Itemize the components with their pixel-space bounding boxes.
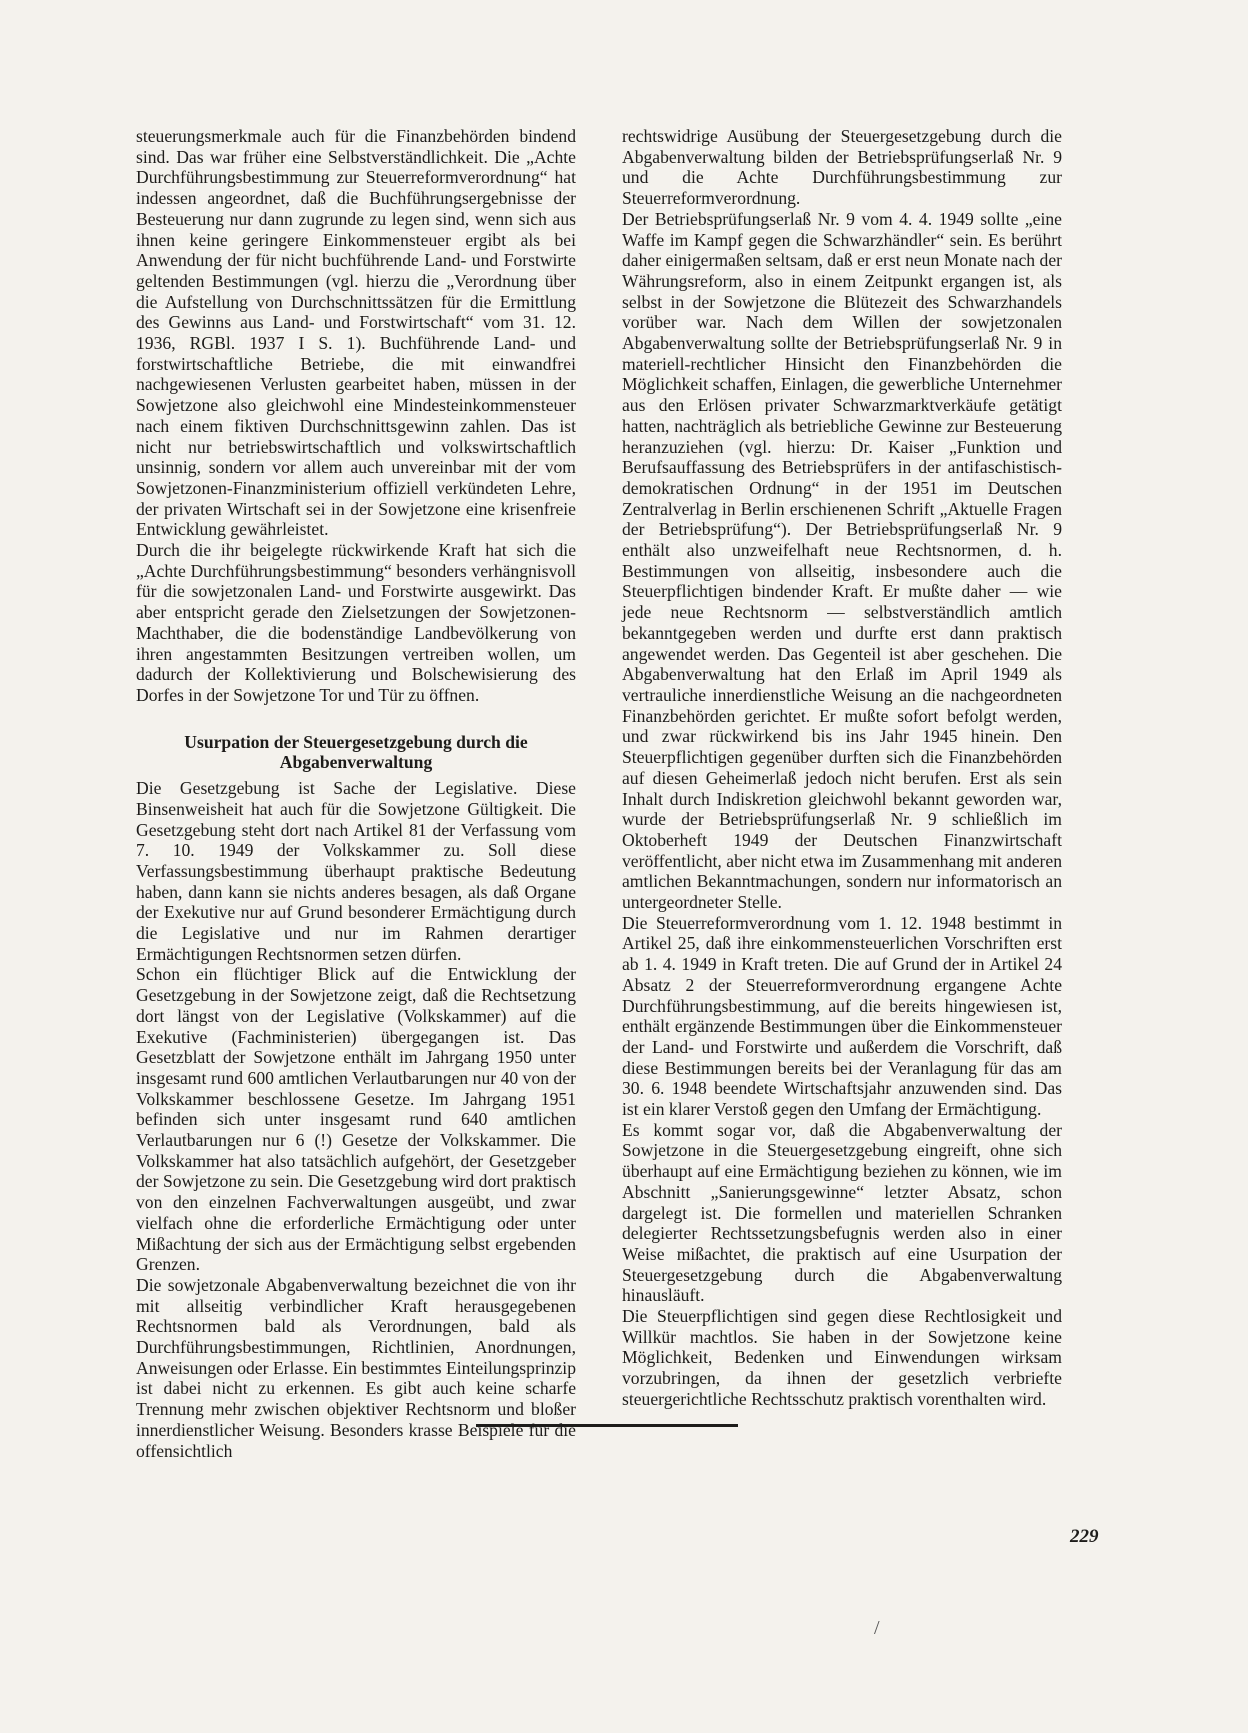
paragraph: Die Steuerpflichtigen sind gegen diese Rechtlosigkeit und Willkür machtlos. Sie haben in der Sowjetzone keine Möglichkeit, Bedenken und Einwendungen wirksam vorzubringen, da ihnen der gesetzlich verbriefte steuergerichtliche Rechtsschutz praktisch vorenthalten wird.	[622, 1306, 1062, 1409]
stray-mark: /	[874, 1617, 880, 1639]
paragraph: Schon ein flüchtiger Blick auf die Entwicklung der Gesetzgebung in der Sowjetzone zeigt, daß die Rechtsetzung dort längst von der Legislative (Volkskammer) auf die Exekutive (Fachministerien) übergegangen ist. Das Gesetzblatt der Sowjetzone enthält im Jahrgang 1950 unter insgesamt rund 600 amtlichen Verlautbarungen nur 40 von der Volkskammer beschlossene Gesetze. Im Jahrgang 1951 befinden sich unter insgesamt rund 640 amtlichen Verlautbarungen nur 6 (!) Gesetze der Volkskammer. Die Volkskammer hat also tatsächlich aufgehört, der Gesetzgeber der Sowjetzone zu sein. Die Gesetzgebung wird dort praktisch von den einzelnen Fachverwaltungen ausgeübt, und zwar vielfach ohne die erforderliche Ermächtigung oder unter Mißachtung der sich aus der Ermächtigung selbst ergebenden Grenzen.	[136, 964, 576, 1275]
paragraph: steuerungsmerkmale auch für die Finanzbehörden bindend sind. Das war früher eine Selbstverständlichkeit. Die „Achte Durchführungsbestimmung zur Steuerreformverordnung“ hat indessen angeordnet, daß die Buchführungsergebnisse der Besteuerung nur dann zugrunde zu legen sind, wenn sich aus ihnen keine geringere Einkommensteuer ergibt als bei Anwendung der für nicht buchführende Land- und Forstwirte geltenden Bestimmungen (vgl. hierzu die „Verordnung über die Aufstellung von Durchschnittssätzen für die Ermittlung des Gewinns aus Land- und Forstwirtschaft“ vom 31. 12. 1936, RGBl. 1937 I S. 1). Buchführende Land- und forstwirtschaftliche Betriebe, die mit einwandfrei nachgewiesenen Verlusten gearbeitet haben, müssen in der Sowjetzone also gleichwohl eine Mindesteinkommensteuer nach einem fiktiven Durchschnittsgewinn zahlen. Das ist nicht nur betriebswirtschaftlich und volkswirtschaftlich unsinnig, sondern vor allem auch unvereinbar mit der vom Sowjetzonen-Finanzministerium offiziell verkündeten Lehre, der privaten Wirtschaft sei in der Sowjetzone eine krisenfreie Entwicklung gewährleistet.	[136, 126, 576, 540]
section-heading: Usurpation der Steuergesetzgebung durch die Abgabenverwaltung	[184, 731, 528, 773]
left-column	[136, 126, 576, 1461]
paragraph: Es kommt sogar vor, daß die Abgabenverwaltung der Sowjetzone in die Steuergesetzgebung eingreift, ohne sich überhaupt auf eine Ermächtigung beziehen zu können, wie im Abschnitt „Sanierungsgewinne“ letzter Absatz, schon dargelegt ist. Die formellen und materiellen Schranken delegierter Rechtssetzungsbefugnis werden also in einer Weise mißachtet, die praktisch auf eine Usurpation der Steuergesetzgebung durch die Abgabenverwaltung hinausläuft.	[622, 1119, 1062, 1306]
paragraph: rechtswidrige Ausübung der Steuergesetzgebung durch die Abgabenverwaltung bilden der Betriebsprüfungserlaß Nr. 9 und die Achte Durchführungsbestimmung zur Steuerreformverordnung.	[622, 126, 1062, 209]
paragraph: Der Betriebsprüfungserlaß Nr. 9 vom 4. 4. 1949 sollte „eine Waffe im Kampf gegen die Schwarzhändler“ sein. Es berührt daher einigermaßen seltsam, daß er erst neun Monate nach der Währungsreform, also in einem Zeitpunkt ergangen ist, als selbst in der Sowjetzone die Blütezeit des Schwarzhandels vorüber war. Nach dem Willen der sowjetzonalen Abgabenverwaltung sollte der Betriebsprüfungserlaß Nr. 9 in materiell-rechtlicher Hinsicht den Finanzbehörden die Möglichkeit schaffen, Einlagen, die gewerbliche Unternehmer aus den Erlösen privater Schwarzmarktverkäufe getätigt hatten, nachträglich als betriebliche Gewinne zur Besteuerung heranzuziehen (vgl. hierzu: Dr. Kaiser „Funktion und Berufsauffassung des Betriebsprüfers in der antifaschistisch-demokratischen Ordnung“ in der 1951 im Deutschen Zentralverlag in Berlin erschienenen Schrift „Aktuelle Fragen der Betriebsprüfung“). Der Betriebsprüfungserlaß Nr. 9 enthält also unzweifelhaft neue Rechtsnormen, d. h. Bestimmungen von allseitig, insbesondere auch die Steuerpflichtigen bindender Kraft. Er mußte daher — wie jede neue Rechtsnorm — selbstverständlich amtlich bekanntgegeben werden und durfte erst dann praktisch angewendet werden. Das Gegenteil ist aber geschehen. Die Abgabenverwaltung hat den Erlaß im April 1949 als vertrauliche innerdienstliche Weisung an die nachgeordneten Finanzbehörden gerichtet. Er mußte sofort befolgt werden, und zwar rückwirkend bis ins Jahr 1945 hinein. Den Steuerpflichtigen gegenüber durften sich die Finanzbehörden auf diesen Geheimerlaß jedoch nicht berufen. Erst als sein Inhalt durch Indiskretion gleichwohl bekannt geworden war, wurde der Betriebsprüfungserlaß Nr. 9 schließlich im Oktoberheft 1949 der Deutschen Finanzwirtschaft veröffentlicht, aber nicht etwa im Zusammenhang mit anderen amtlichen Bekanntmachungen, sondern nur informatorisch an untergeordneter Stelle.	[622, 208, 1062, 913]
paragraph: Die sowjetzonale Abgabenverwaltung bezeichnet die von ihr mit allseitig verbindlicher Kraft herausgegebenen Rechtsnormen bald als Verordnungen, bald als Durchführungsbestimmungen, Richtlinien, Anordnungen, Anweisungen oder Erlasse. Ein bestimmtes Einteilungsprinzip ist dabei nicht zu erkennen. Es gibt auch keine scharfe Trennung mehr zwischen objektiver Rechtsnorm und bloßer innerdienstlicher Weisung. Besonders krasse Beispiele für die offensichtlich	[136, 1274, 576, 1461]
page-number: 229	[1070, 1526, 1099, 1547]
paragraph: Die Steuerreformverordnung vom 1. 12. 1948 bestimmt in Artikel 25, daß ihre einkommensteuerlichen Vorschriften erst ab 1. 4. 1949 in Kraft treten. Die auf Grund der in Artikel 24 Absatz 2 der Steuerreformverordnung ergangene Achte Durchführungsbestimmung, auf die bereits hingewiesen ist, enthält ergänzende Bestimmungen über die Einkommensteuer der Land- und Forstwirte und außerdem die Vorschrift, daß diese Bestimmungen bereits bei der Veranlagung für das am 30. 6. 1948 beendete Wirtschaftsjahr anzuwenden sind. Das ist ein klarer Verstoß gegen den Umfang der Ermächtigung.	[622, 912, 1062, 1120]
section-end-rule	[476, 1424, 738, 1427]
right-column	[622, 126, 1062, 1410]
paragraph: Durch die ihr beigelegte rückwirkende Kraft hat sich die „Achte Durchführungsbestimmung“ besonders verhängnisvoll für die sowjetzonalen Land- und Forstwirte ausgewirkt. Das aber entspricht gerade den Zielsetzungen der Sowjetzonen-Machthaber, die die bodenständige Landbevölkerung von ihren angestammten Besitzungen vertreiben wollen, um dadurch der Kollektivierung und Bolschewisierung des Dorfes in der Sowjetzone Tor und Tür zu öffnen.	[136, 540, 576, 705]
paragraph: Die Gesetzgebung ist Sache der Legislative. Diese Binsenweisheit hat auch für die Sowjetzone Gültigkeit. Die Gesetzgebung steht dort nach Artikel 81 der Verfassung vom 7. 10. 1949 der Volkskammer zu. Soll diese Verfassungsbestimmung überhaupt praktische Bedeutung haben, dann kann sie nichts anderes besagen, als daß Organe der Exekutive nur auf Grund besonderer Ermächtigung durch die Legislative und nur im Rahmen derartiger Ermächtigungen Rechtsnormen setzen dürfen.	[136, 778, 576, 964]
